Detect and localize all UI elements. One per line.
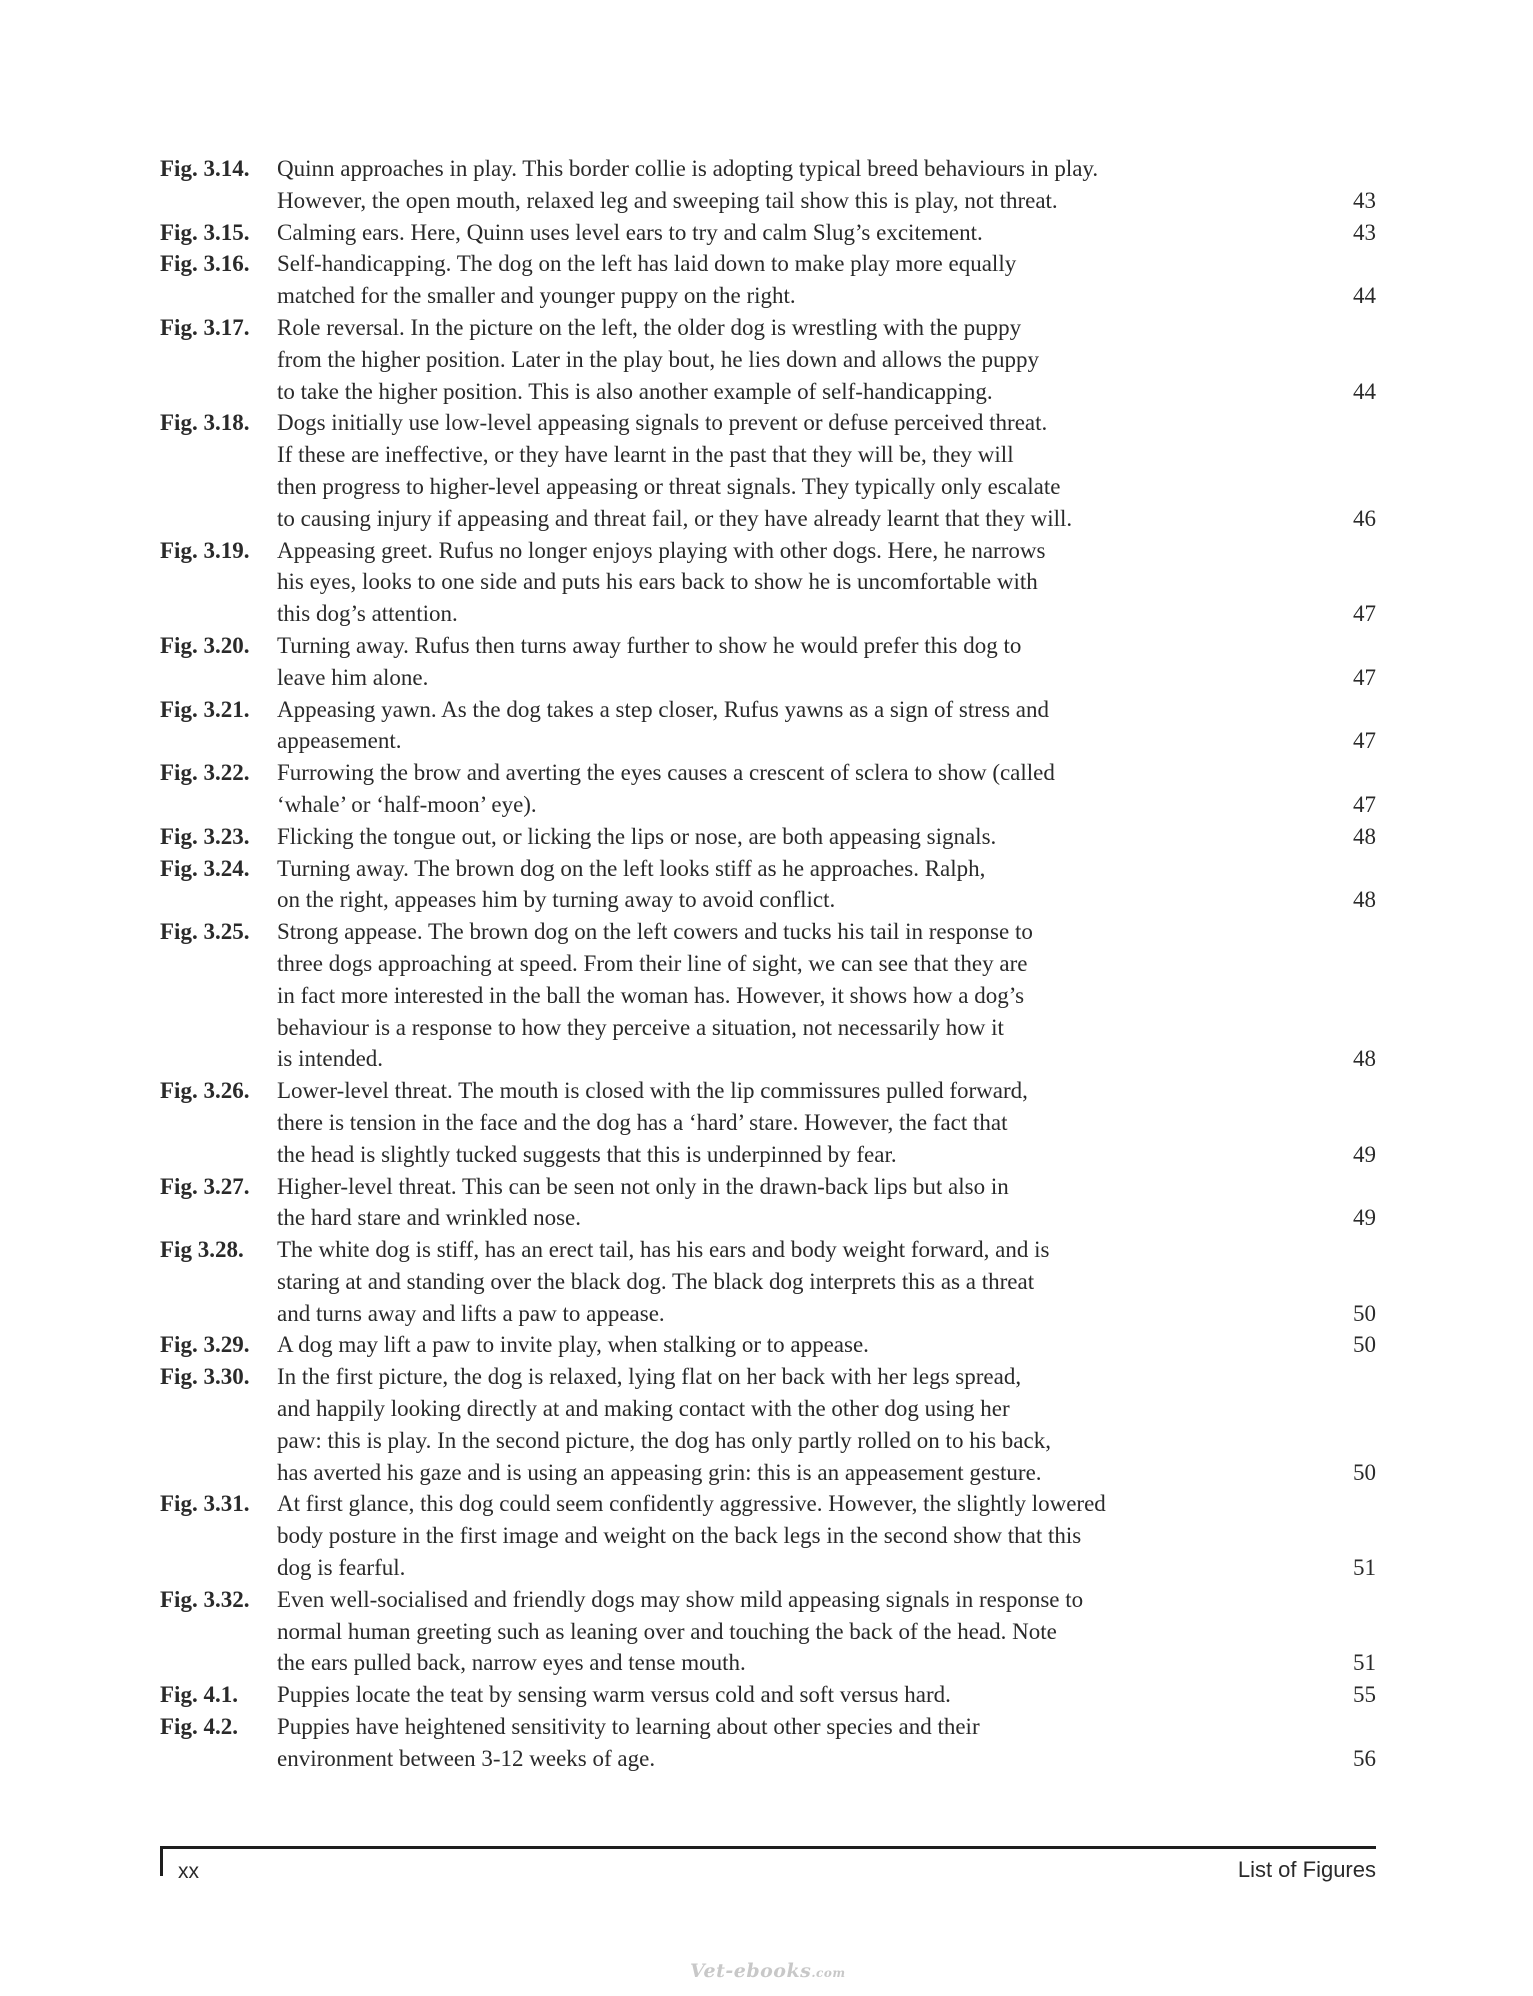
page-number: [1336, 439, 1376, 471]
caption-line: [277, 1647, 1376, 1679]
page-number: [1336, 694, 1376, 726]
caption-line: [277, 948, 1376, 980]
caption-line: [277, 853, 1376, 885]
figure-label: Fig. 3.30.: [160, 1364, 250, 1390]
page-number: [1336, 1012, 1376, 1044]
caption-line: [277, 439, 1376, 471]
caption-line: [277, 821, 1376, 853]
caption-text: At first glance, this dog could seem confidently aggressive. However, the slightly lowered: [277, 1491, 1106, 1517]
page-number: [1336, 407, 1376, 439]
page-number: 48: [1353, 887, 1376, 913]
figure-label: Fig. 3.18.: [160, 410, 250, 436]
figure-label: Fig. 3.19.: [160, 537, 250, 563]
page-number: [1336, 1075, 1376, 1107]
figure-entry: [160, 694, 1376, 758]
page-number: [1336, 1584, 1376, 1616]
figure-caption: [277, 853, 1376, 917]
page-number: [1336, 344, 1376, 376]
page-number: [1336, 630, 1376, 662]
figure-label: Fig. 3.24.: [160, 855, 250, 881]
caption-text: The white dog is stiff, has an erect tail, has his ears and body weight forward, and is: [277, 1237, 1050, 1263]
caption-line: [277, 980, 1376, 1012]
caption-text: the head is slightly tucked suggests that this is underpinned by fear.: [277, 1141, 897, 1167]
caption-line: [277, 1361, 1376, 1393]
caption-line: [277, 1266, 1376, 1298]
page-number: [1336, 248, 1376, 280]
watermark-main: Vet-ebooks: [690, 1960, 812, 1982]
figure-entry: [160, 1679, 1376, 1711]
figure-entry: [160, 1329, 1376, 1361]
figure-entry: [160, 407, 1376, 534]
caption-text: In the first picture, the dog is relaxed, lying flat on her back with her legs spread,: [277, 1364, 1022, 1390]
figure-caption: [277, 1711, 1376, 1775]
page-number: 44: [1353, 378, 1376, 404]
caption-text: three dogs approaching at speed. From their line of sight, we can see that they are: [277, 950, 1028, 976]
page-number: [1336, 757, 1376, 789]
page-number: 55: [1353, 1682, 1376, 1708]
caption-text: dog is fearful.: [277, 1555, 406, 1581]
figure-caption: [277, 694, 1376, 758]
figure-label: Fig. 3.31.: [160, 1491, 250, 1517]
caption-line: [277, 1616, 1376, 1648]
caption-line: [277, 1329, 1376, 1361]
page-number: [1336, 471, 1376, 503]
figure-entry: [160, 1075, 1376, 1170]
figure-entry: [160, 153, 1376, 217]
footer-rule: [160, 1846, 1376, 1849]
caption-line: [277, 598, 1376, 630]
watermark-logo: [690, 1960, 846, 1982]
caption-text: Calming ears. Here, Quinn uses level ears to try and calm Slug’s excitement.: [277, 219, 983, 245]
caption-line: [277, 503, 1376, 535]
page-number: [1336, 1107, 1376, 1139]
figure-entry: [160, 1171, 1376, 1235]
caption-text: staring at and standing over the black dog. The black dog interprets this as a threat: [277, 1268, 1035, 1294]
caption-line: [277, 916, 1376, 948]
page-number: [1336, 312, 1376, 344]
page-number: 50: [1353, 1459, 1376, 1485]
figure-entry: [160, 1234, 1376, 1329]
figure-label: Fig. 3.22.: [160, 760, 250, 786]
caption-text: Turning away. Rufus then turns away further to show he would prefer this dog to: [277, 632, 1022, 658]
caption-line: [277, 789, 1376, 821]
caption-text: is intended.: [277, 1046, 384, 1072]
figure-entry: [160, 535, 1376, 630]
caption-text: Role reversal. In the picture on the left, the older dog is wrestling with the puppy: [277, 314, 1022, 340]
page-number: 51: [1353, 1650, 1376, 1676]
caption-line: [277, 1488, 1376, 1520]
caption-line: [277, 376, 1376, 408]
caption-text: Strong appease. The brown dog on the left cowers and tucks his tail in response to: [277, 919, 1033, 945]
page-number: [1336, 916, 1376, 948]
figure-label: Fig. 3.16.: [160, 251, 250, 277]
figure-entry: [160, 1711, 1376, 1775]
caption-line: [277, 630, 1376, 662]
page-number: 50: [1353, 1300, 1376, 1326]
caption-line: [277, 1520, 1376, 1552]
caption-line: [277, 725, 1376, 757]
figure-entry: [160, 1361, 1376, 1488]
page-number: [1336, 1234, 1376, 1266]
page-number: 56: [1353, 1745, 1376, 1771]
page-number: [1336, 1616, 1376, 1648]
caption-text: Puppies locate the teat by sensing warm versus cold and soft versus hard.: [277, 1682, 951, 1708]
caption-line: [277, 662, 1376, 694]
caption-line: [277, 1075, 1376, 1107]
caption-line: [277, 694, 1376, 726]
caption-text: However, the open mouth, relaxed leg and sweeping tail show this is play, not threat.: [277, 187, 1058, 213]
caption-text: on the right, appeases him by turning away to avoid conflict.: [277, 887, 836, 913]
figure-entry: [160, 757, 1376, 821]
caption-line: [277, 1425, 1376, 1457]
figure-caption: [277, 1329, 1376, 1361]
caption-text: paw: this is play. In the second picture, the dog has only partly rolled on to his back,: [277, 1427, 1051, 1453]
caption-line: [277, 1743, 1376, 1775]
figure-label: Fig. 3.27.: [160, 1173, 250, 1199]
page-number: 47: [1353, 601, 1376, 627]
page-number: [1336, 1520, 1376, 1552]
caption-line: [277, 1043, 1376, 1075]
figure-entry: [160, 1584, 1376, 1679]
figure-caption: [277, 407, 1376, 534]
caption-line: [277, 407, 1376, 439]
figure-caption: [277, 248, 1376, 312]
caption-text: Appeasing yawn. As the dog takes a step closer, Rufus yawns as a sign of stress and: [277, 696, 1049, 722]
page-number: [1336, 566, 1376, 598]
figure-caption: [277, 217, 1376, 249]
page-number: 47: [1353, 791, 1376, 817]
caption-line: [277, 248, 1376, 280]
page-number: [1336, 1393, 1376, 1425]
figure-entry: [160, 916, 1376, 1075]
page-number: 47: [1353, 728, 1376, 754]
caption-text: from the higher position. Later in the play bout, he lies down and allows the puppy: [277, 346, 1040, 372]
page-number: [1336, 153, 1376, 185]
caption-text: A dog may lift a paw to invite play, when stalking or to appease.: [277, 1332, 869, 1358]
caption-line: [277, 1457, 1376, 1489]
figure-label: Fig. 3.14.: [160, 156, 250, 181]
figure-caption: [277, 312, 1376, 407]
caption-text: Turning away. The brown dog on the left looks stiff as he approaches. Ralph,: [277, 855, 986, 881]
caption-line: [277, 1171, 1376, 1203]
figure-label: Fig 3.28.: [160, 1237, 244, 1263]
caption-text: Appeasing greet. Rufus no longer enjoys playing with other dogs. Here, he narrows: [277, 537, 1046, 563]
footer-page-number: xx: [178, 1860, 199, 1883]
caption-line: [277, 1679, 1376, 1711]
caption-line: [277, 1711, 1376, 1743]
page-number: [1336, 1488, 1376, 1520]
figure-entry: [160, 312, 1376, 407]
figure-caption: [277, 1171, 1376, 1235]
page-number: [1336, 948, 1376, 980]
caption-line: [277, 1234, 1376, 1266]
caption-line: [277, 153, 1376, 185]
figure-caption: [277, 630, 1376, 694]
figure-label: Fig. 4.1.: [160, 1682, 238, 1708]
caption-text: Self-handicapping. The dog on the left has laid down to make play more equally: [277, 251, 1017, 277]
figure-entry: [160, 1488, 1376, 1583]
caption-text: the hard stare and wrinkled nose.: [277, 1205, 582, 1231]
figure-caption: [277, 1679, 1376, 1711]
page-number: [1336, 1266, 1376, 1298]
footer-rule-tick: [160, 1846, 163, 1876]
caption-line: [277, 535, 1376, 567]
caption-line: [277, 185, 1376, 217]
page-number: 49: [1353, 1205, 1376, 1231]
figure-label: Fig. 3.26.: [160, 1078, 250, 1104]
caption-text: Higher-level threat. This can be seen not only in the drawn-back lips but also in: [277, 1173, 1009, 1199]
caption-text: Lower-level threat. The mouth is closed with the lip commissures pulled forward,: [277, 1078, 1028, 1104]
page-number: 43: [1353, 219, 1376, 245]
caption-text: Even well-socialised and friendly dogs may show mild appeasing signals in response to: [277, 1586, 1084, 1612]
caption-text: in fact more interested in the ball the woman has. However, it shows how a dog’s: [277, 982, 1025, 1008]
caption-text: Dogs initially use low-level appeasing signals to prevent or defuse perceived threat.: [277, 410, 1048, 436]
caption-text: and happily looking directly at and making contact with the other dog using her: [277, 1396, 1010, 1422]
caption-text: normal human greeting such as leaning over and touching the back of the head. Note: [277, 1618, 1057, 1644]
figure-caption: [277, 1584, 1376, 1679]
figure-entry: [160, 853, 1376, 917]
figure-caption: [277, 1075, 1376, 1170]
figure-caption: [277, 757, 1376, 821]
page-number: [1336, 1171, 1376, 1203]
caption-text: leave him alone.: [277, 664, 429, 690]
caption-text: Quinn approaches in play. This border collie is adopting typical breed behaviours in play.: [277, 156, 1099, 181]
caption-text: there is tension in the face and the dog has a ‘hard’ stare. However, the fact that: [277, 1109, 1008, 1135]
caption-line: [277, 757, 1376, 789]
caption-line: [277, 1107, 1376, 1139]
caption-line: [277, 884, 1376, 916]
figure-label: Fig. 3.25.: [160, 919, 250, 945]
figure-caption: [277, 821, 1376, 853]
caption-text: appeasement.: [277, 728, 402, 754]
page-number: 46: [1353, 505, 1376, 531]
caption-text: then progress to higher-level appeasing or threat signals. They typically only escalate: [277, 473, 1061, 499]
figure-caption: [277, 153, 1376, 217]
caption-line: [277, 344, 1376, 376]
caption-text: If these are ineffective, or they have learnt in the past that they will be, they will: [277, 442, 1014, 468]
figure-entry: [160, 821, 1376, 853]
caption-line: [277, 280, 1376, 312]
caption-text: the ears pulled back, narrow eyes and tense mouth.: [277, 1650, 746, 1676]
figure-label: Fig. 3.15.: [160, 219, 250, 245]
footer-section-title: List of Figures: [1237, 1857, 1376, 1882]
caption-line: [277, 1584, 1376, 1616]
caption-text: Furrowing the brow and averting the eyes causes a crescent of sclera to show (called: [277, 760, 1055, 786]
figure-caption: [277, 1234, 1376, 1329]
page-number: 43: [1353, 187, 1376, 213]
figure-caption: [277, 916, 1376, 1075]
caption-line: [277, 471, 1376, 503]
figure-label: Fig. 3.17.: [160, 314, 250, 340]
page-number: 48: [1353, 1046, 1376, 1072]
caption-text: and turns away and lifts a paw to appease.: [277, 1300, 665, 1326]
figure-label: Fig. 4.2.: [160, 1714, 238, 1740]
page-number: 51: [1353, 1555, 1376, 1581]
caption-line: [277, 217, 1376, 249]
caption-text: Flicking the tongue out, or licking the lips or nose, are both appeasing signals.: [277, 823, 997, 849]
figure-caption: [277, 535, 1376, 630]
figure-entry: [160, 630, 1376, 694]
watermark-suffix: .com: [811, 1966, 846, 1980]
caption-line: [277, 1552, 1376, 1584]
page-number: [1336, 1711, 1376, 1743]
page-number: [1336, 853, 1376, 885]
caption-text: body posture in the first image and weight on the back legs in the second show that this: [277, 1523, 1082, 1549]
caption-line: [277, 312, 1376, 344]
caption-line: [277, 1298, 1376, 1330]
page-number: 47: [1353, 664, 1376, 690]
caption-text: his eyes, looks to one side and puts his ears back to show he is uncomfortable with: [277, 569, 1038, 595]
figure-label: Fig. 3.23.: [160, 823, 250, 849]
caption-text: ‘whale’ or ‘half-moon’ eye).: [277, 791, 537, 817]
list-of-figures: [160, 153, 1376, 1775]
page-number: [1336, 535, 1376, 567]
caption-text: to causing injury if appeasing and threat fail, or they have already learnt that they will.: [277, 505, 1073, 531]
caption-text: Puppies have heightened sensitivity to learning about other species and their: [277, 1714, 980, 1740]
page-number: 48: [1353, 823, 1376, 849]
caption-line: [277, 1139, 1376, 1171]
caption-line: [277, 1393, 1376, 1425]
figure-label: Fig. 3.32.: [160, 1586, 250, 1612]
caption-line: [277, 1012, 1376, 1044]
caption-text: environment between 3-12 weeks of age.: [277, 1745, 656, 1771]
page-number: [1336, 1361, 1376, 1393]
figure-label: Fig. 3.21.: [160, 696, 250, 722]
caption-text: behaviour is a response to how they perceive a situation, not necessarily how it: [277, 1014, 1004, 1040]
figure-entry: [160, 217, 1376, 249]
figure-label: Fig. 3.29.: [160, 1332, 250, 1358]
page-number: 49: [1353, 1141, 1376, 1167]
page-number: [1336, 980, 1376, 1012]
figure-caption: [277, 1361, 1376, 1488]
caption-line: [277, 1202, 1376, 1234]
caption-text: this dog’s attention.: [277, 601, 458, 627]
figure-caption: [277, 1488, 1376, 1583]
figure-label: Fig. 3.20.: [160, 632, 250, 658]
page-number: 50: [1353, 1332, 1376, 1358]
caption-text: has averted his gaze and is using an appeasing grin: this is an appeasement gesture.: [277, 1459, 1042, 1485]
page-number: [1336, 1425, 1376, 1457]
caption-line: [277, 566, 1376, 598]
caption-text: matched for the smaller and younger puppy on the right.: [277, 283, 796, 309]
figure-entry: [160, 248, 1376, 312]
caption-text: to take the higher position. This is also another example of self-handicapping.: [277, 378, 993, 404]
page-number: 44: [1353, 283, 1376, 309]
